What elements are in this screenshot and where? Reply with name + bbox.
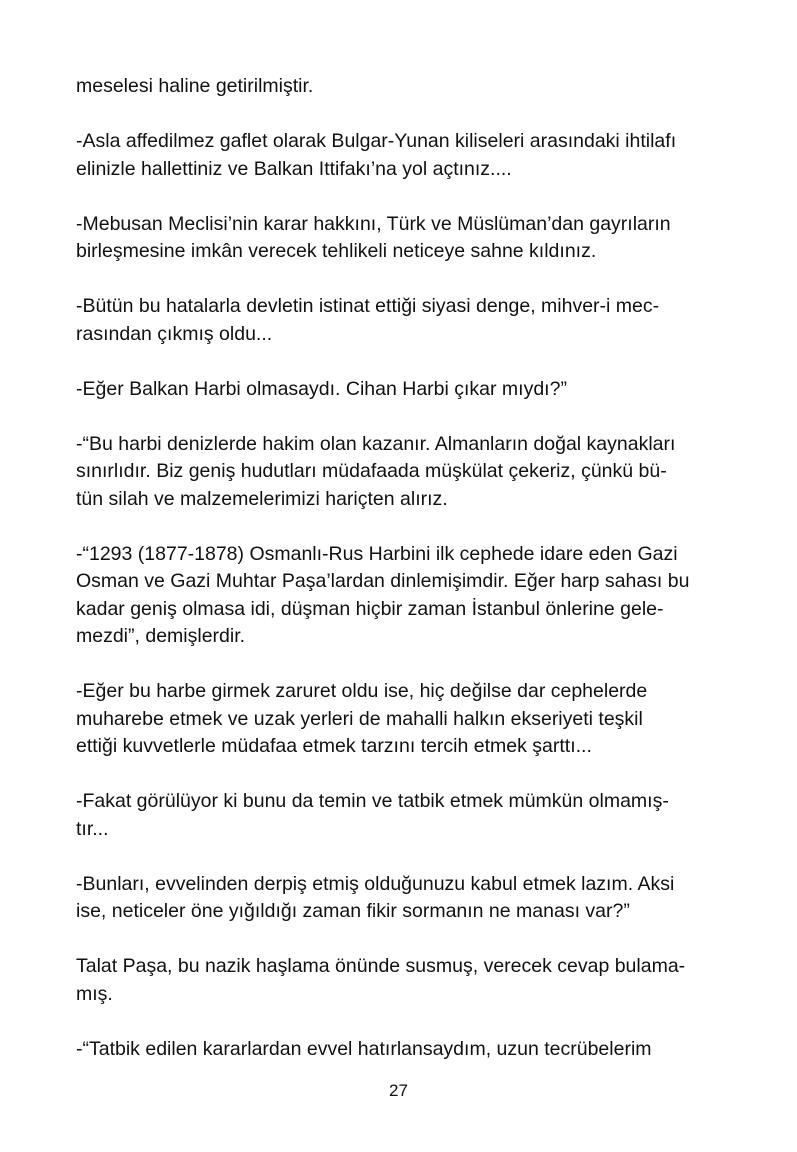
text-line: tün silah ve malzemelerimizi hariçten alırız. xyxy=(76,487,448,510)
text-line: mış. xyxy=(76,982,113,1005)
paragraph xyxy=(76,871,722,926)
text-line: meselesi haline getirilmiştir. xyxy=(76,75,314,97)
paragraph xyxy=(76,211,722,266)
text-line: sınırlıdır. Biz geniş hudutları müdafaada müşkülat çekeriz, çünkü bü- xyxy=(76,460,667,482)
paragraph xyxy=(76,431,722,514)
text-line: -Mebusan Meclisi’nin karar hakkını, Türk ve Müslüman’dan gayrıların xyxy=(76,212,671,235)
text-line: -Bütün bu hatalarla devletin istinat ettiği siyasi denge, mihver-i mec- xyxy=(76,295,660,317)
text-line: Talat Paşa, bu nazik haşlama önünde susmuş, verecek cevap bulama- xyxy=(76,955,686,977)
text-line: -“Tatbik edilen kararlardan evvel hatırlansaydım, uzun tecrübelerim xyxy=(76,1037,652,1060)
page-number: 27 xyxy=(389,1081,408,1100)
text-line: rasından çıkmış oldu... xyxy=(76,322,273,345)
text-line: -Bunları, evvelinden derpiş etmiş olduğunuzu kabul etmek lazım. Aksi xyxy=(76,872,675,895)
paragraph xyxy=(76,293,722,348)
text-line: ettiği kuvvetlerle müdafaa etmek tarzını tercih etmek şarttı... xyxy=(76,735,592,757)
text-line: mezdi”, demişlerdir. xyxy=(76,625,246,647)
text-line: -Asla affedilmez gaflet olarak Bulgar-Yunan kiliseleri arasındaki ihtilafı xyxy=(76,130,677,152)
text-line: kadar geniş olmasa idi, düşman hiçbir zaman İstanbul önlerine gele- xyxy=(76,597,664,620)
paragraph xyxy=(76,678,722,761)
body-text xyxy=(76,73,722,1091)
text-line: -Eğer Balkan Harbi olmasaydı. Cihan Harbi çıkar mıydı?” xyxy=(76,377,567,400)
text-line: muharebe etmek ve uzak yerleri de mahalli halkın ekseriyeti teşkil xyxy=(76,707,643,730)
text-line: -Eğer bu harbe girmek zaruret oldu ise, hiç değilse dar cephelerde xyxy=(76,680,648,702)
paragraph xyxy=(76,541,722,651)
text-line: birleşmesine imkân verecek tehlikeli neticeye sahne kıldınız. xyxy=(76,240,597,262)
text-line: -Fakat görülüyor ki bunu da temin ve tatbik etmek mümkün olmamış- xyxy=(76,790,669,812)
paragraph xyxy=(76,128,722,183)
paragraph xyxy=(76,376,722,404)
text-line: -“1293 (1877-1878) Osmanlı-Rus Harbini ilk cephede idare eden Gazi xyxy=(76,542,678,565)
text-line: ise, neticeler öne yığıldığı zaman fikir sormanın ne manası var?” xyxy=(76,900,630,922)
text-line: Osman ve Gazi Muhtar Paşa’lardan dinlemişimdir. Eğer harp sahası bu xyxy=(76,570,690,592)
paragraph xyxy=(76,1036,722,1064)
paragraph xyxy=(76,788,722,843)
text-line: elinizle hallettiniz ve Balkan Ittifakı’na yol açtınız.... xyxy=(76,157,512,180)
text-line: tır... xyxy=(76,817,109,840)
text-line: -“Bu harbi denizlerde hakim olan kazanır. Almanların doğal kaynakları xyxy=(76,432,676,455)
paragraph xyxy=(76,73,722,101)
paragraph xyxy=(76,953,722,1008)
